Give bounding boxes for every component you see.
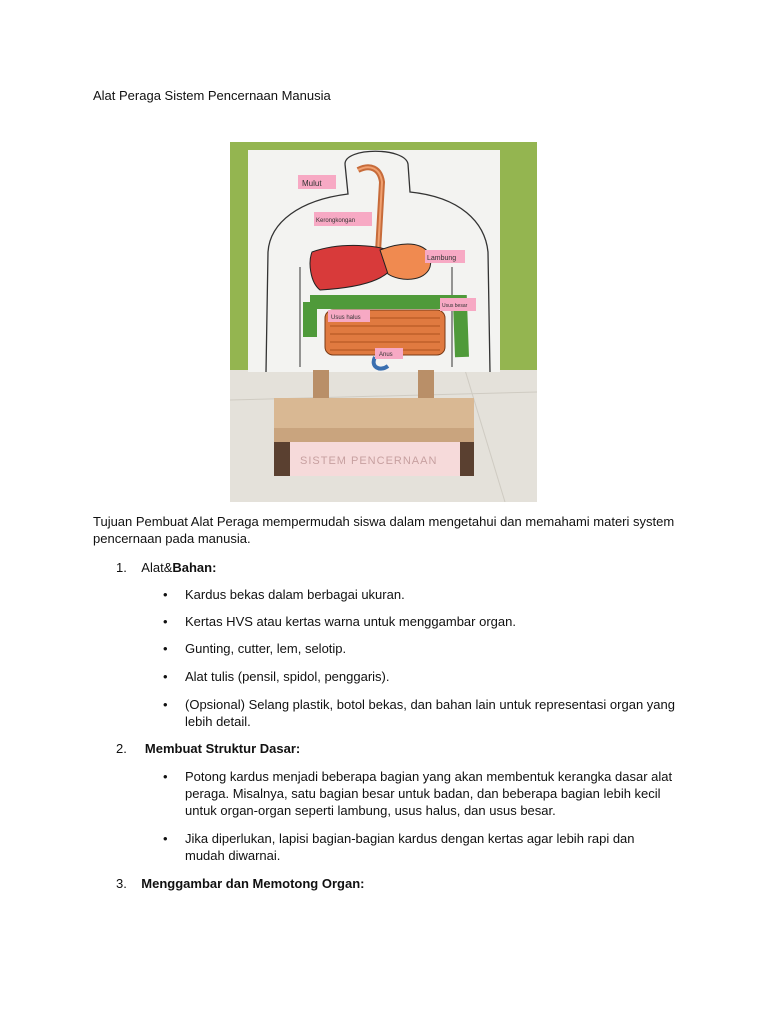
label-box: SISTEM PENCERNAAN (300, 455, 438, 467)
section-heading-bold: Bahan: (172, 560, 217, 575)
bullet-icon: • (163, 697, 168, 712)
list-item: Jika diperlukan, lapisi bagian-bagian kardus dengan kertas agar lebih rapi dan mudah diwarnai. (185, 831, 635, 863)
section-1-heading (116, 560, 216, 575)
list-item: Alat tulis (pensil, spidol, penggaris). (185, 669, 390, 684)
section-heading-plain: Alat& (141, 560, 173, 575)
list-item: Potong kardus menjadi beberapa bagian yang akan membentuk kerangka dasar alat peraga. Misalnya, satu bagian besar untuk badan, dan beberapa bagian lebih kecil untuk organ-organ seperti lambung, usus halus, dan usus besar. (185, 769, 673, 818)
list-item: Kertas HVS atau kertas warna untuk menggambar organ. (185, 614, 516, 629)
section-2-heading (116, 741, 300, 756)
section-number: 2. (116, 741, 127, 756)
section-heading-bold: Membuat Struktur Dasar: (144, 741, 301, 756)
section-heading-bold: Menggambar dan Memotong Organ: (141, 876, 365, 891)
list-item: Kardus bekas dalam berbagai ukuran. (185, 587, 405, 602)
list-item: Gunting, cutter, lem, selotip. (185, 641, 347, 656)
bullet-icon: • (163, 614, 168, 629)
section-number: 3. (116, 876, 127, 891)
document-title: Alat Peraga Sistem Pencernaan Manusia (93, 88, 331, 103)
bullet-icon: • (163, 669, 168, 684)
bullet-icon: • (163, 831, 168, 846)
bullet-icon: • (163, 769, 168, 784)
section-number: 1. (116, 560, 127, 575)
label-mulut: Mulut (302, 179, 322, 188)
label-usus-halus: Usus halus (331, 315, 361, 321)
bullet-icon: • (163, 587, 168, 602)
bullet-icon: • (163, 641, 168, 656)
label-anus: Anus (379, 352, 393, 358)
intro-paragraph: Tujuan Pembuat Alat Peraga mempermudah siswa dalam mengetahui dan memahami materi system pencernaan pada manusia. (93, 514, 675, 546)
label-usus-besar: Usus besar (442, 303, 468, 309)
label-lambung: Lambung (427, 255, 457, 262)
section-3-heading (116, 876, 364, 891)
list-item: (Opsional) Selang plastik, botol bekas, dan bahan lain untuk representasi organ yang lebih detail. (185, 697, 675, 729)
label-kerongkongan: Kerongkongan (316, 218, 356, 224)
digestive-model-photo (230, 142, 537, 502)
